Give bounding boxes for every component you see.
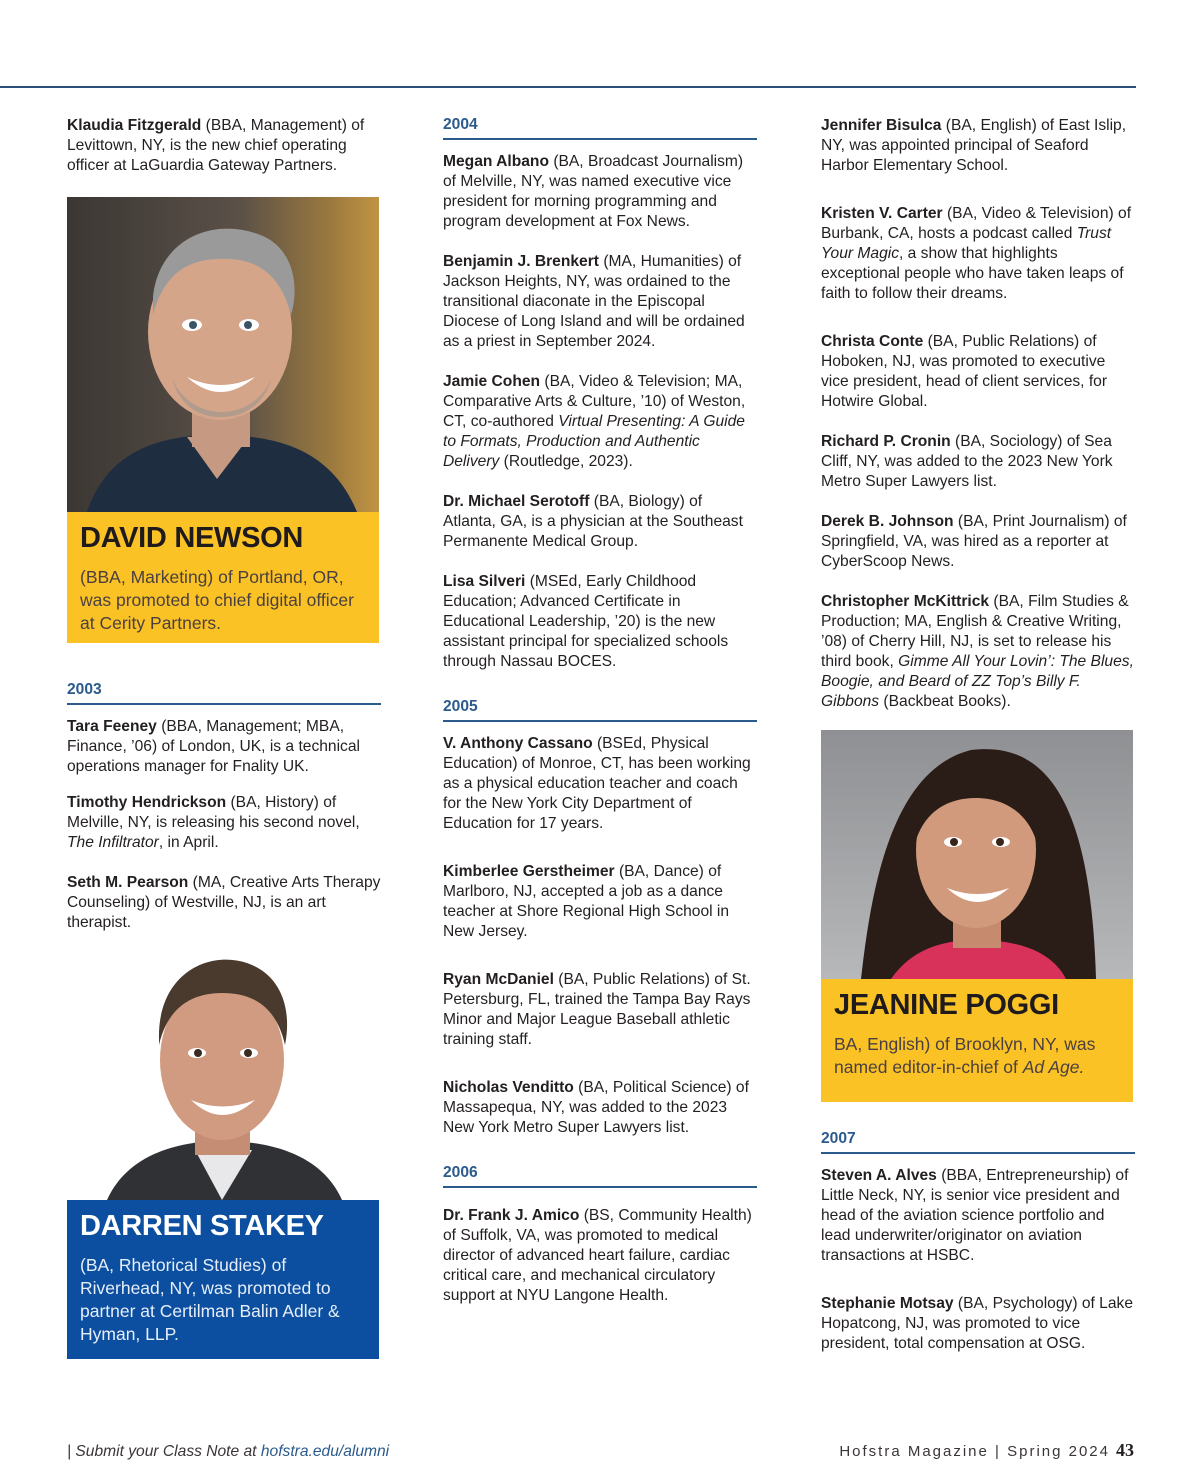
entry-text: (BA, Public Relations) of St. Petersburg, FL, trained the Tampa Bay Rays Minor and Major League Baseball athletic training staff.	[443, 971, 751, 1048]
entry-text: (BBA, Management; MBA, Finance, ’06) of London, UK, is a technical operations manager for Fnality UK.	[67, 718, 360, 775]
entry-text: (BA, Dance) of Marlboro, NJ, accepted a job as a dance teacher at Shore Regional High School in New Jersey.	[443, 863, 730, 940]
poggi-caption	[821, 979, 1133, 1102]
entry-text: (BA, Film Studies & Production; MA, English & Creative Writing, ’08) of Cherry Hill, NJ, is set to release his third book,	[821, 593, 1129, 670]
class-note-entry	[443, 734, 757, 834]
feature-text	[834, 1033, 1120, 1079]
entry-text: (BA, Public Relations) of Hoboken, NJ, was promoted to executive vice president, head of client services, for Hotwire Global.	[821, 333, 1108, 410]
entry-text: (BA, Print Journalism) of Springfield, VA, was hired as a reporter at CyberScoop News.	[821, 513, 1127, 570]
stakey-caption	[67, 1200, 379, 1359]
book-title: The Infiltrator	[67, 834, 159, 851]
publication-title: Ad Age.	[1022, 1057, 1085, 1077]
year-heading-2003: 2003	[67, 681, 381, 705]
newson-caption	[67, 512, 379, 643]
feature-text: (BBA, Marketing) of Portland, OR, was promoted to chief digital officer at Cerity Partners.	[80, 567, 354, 633]
class-note-entry	[443, 862, 757, 942]
footer-submit-text: | Submit your Class Note at	[67, 1443, 261, 1460]
page-number: 43	[1116, 1440, 1134, 1460]
entry-text: (BSEd, Physical Education) of Monroe, CT, has been working as a physical education teacher and coach for the New York City Department of Education for 17 years.	[443, 735, 751, 832]
class-note-entry	[821, 1294, 1135, 1354]
book-title: Virtual Presenting: A Guide to Formats, Production and Authentic Delivery	[443, 413, 745, 470]
class-note-entry	[443, 1078, 757, 1138]
entry-text: (BA, Video & Television) of Burbank, CA, hosts a podcast called	[821, 205, 1132, 242]
class-note-entry	[821, 432, 1135, 492]
entry-name: Christa Conte	[821, 333, 924, 350]
podcast-title: Trust Your Magic	[821, 225, 1112, 262]
entry-name: Dr. Frank J. Amico	[443, 1207, 580, 1224]
entry-name: Christopher McKittrick	[821, 593, 990, 610]
alumni-link[interactable]: hofstra.edu/alumni	[260, 1443, 390, 1460]
entry-name: Jennifer Bisulca	[821, 117, 942, 134]
feature-name: JEANINE POGGI	[834, 989, 1059, 1021]
entry-name: Tara Feeney	[67, 718, 157, 735]
entry-text: , in April.	[158, 834, 219, 851]
class-note-entry	[821, 332, 1135, 412]
class-note-entry	[67, 717, 381, 777]
entry-text: (BA, English) of East Islip, NY, was appointed principal of Seaford Harbor Elementary School.	[821, 117, 1127, 174]
feature-name: DARREN STAKEY	[80, 1210, 324, 1242]
entry-text: (MSEd, Early Childhood Education; Advanced Certificate in Educational Leadership, ’20) is the new assistant principal for specialized schools through Nassau BOCES.	[443, 573, 729, 670]
entry-name: Benjamin J. Brenkert	[443, 253, 599, 270]
class-note-entry	[821, 512, 1135, 572]
poggi-photo	[821, 730, 1133, 979]
entry-text: (BA, History) of Melville, NY, is releasing his second novel,	[67, 794, 360, 831]
class-note-entry	[821, 592, 1135, 712]
column-1	[67, 116, 381, 1359]
feature-text: (BA, Rhetorical Studies) of Riverhead, NY, was promoted to partner at Certilman Balin Adler & Hyman, LLP.	[80, 1255, 340, 1344]
entry-name: Kristen V. Carter	[821, 205, 943, 222]
class-note-entry	[443, 970, 757, 1050]
entry-text: (BS, Community Health) of Suffolk, VA, was promoted to medical director of advanced heart failure, cardiac critical care, and mechanical circulatory support at NYU Langone Health.	[443, 1207, 752, 1304]
top-rule	[0, 86, 1136, 88]
class-note-entry	[443, 1206, 757, 1306]
class-note-entry	[443, 152, 757, 232]
entry-name: Timothy Hendrickson	[67, 794, 227, 811]
entry-name: Dr. Michael Serotoff	[443, 493, 590, 510]
footer-submit-note	[67, 1443, 389, 1461]
class-note-entry	[443, 252, 757, 352]
entry-text: (BA, Political Science) of Massapequa, NY, was added to the 2023 New York Metro Super Lawyers list.	[443, 1079, 749, 1136]
stakey-photo	[67, 945, 379, 1200]
entry-text: (BBA, Entrepreneurship) of Little Neck, NY, is senior vice president and head of the aviation science portfolio and lead underwriter/originator on aviation transactions at HSBC.	[821, 1167, 1129, 1264]
class-note-entry	[67, 793, 381, 853]
feature-stakey	[67, 945, 381, 1359]
feature-newson	[67, 197, 381, 643]
class-note-entry	[821, 204, 1135, 304]
year-heading-2005: 2005	[443, 698, 757, 722]
feature-text-body: BA, English) of Brooklyn, NY, was named editor-in-chief of	[834, 1034, 1096, 1077]
entry-text: (MA, Humanities) of Jackson Heights, NY, was ordained to the transitional diaconate in the Episcopal Diocese of Long Island and will be ordained as a priest in September 2024.	[443, 253, 745, 350]
entry-name: Lisa Silveri	[443, 573, 526, 590]
entry-text: (BBA, Management) of Levittown, NY, is the new chief operating officer at LaGuardia Gateway Partners.	[67, 117, 365, 174]
entry-text: , a show that highlights exceptional people who have taken leaps of faith to follow their dreams.	[821, 245, 1124, 302]
class-note-entry	[67, 116, 381, 176]
entry-text: (Backbeat Books).	[879, 693, 1011, 710]
entry-text: (BA, Biology) of Atlanta, GA, is a physician at the Southeast Permanente Medical Group.	[443, 493, 743, 550]
entry-name: Jamie Cohen	[443, 373, 541, 390]
class-note-entry	[67, 873, 381, 933]
entry-name: Steven A. Alves	[821, 1167, 937, 1184]
entry-name: Richard P. Cronin	[821, 433, 951, 450]
footer-publication	[839, 1440, 1134, 1461]
entry-text: (MA, Creative Arts Therapy Counseling) of Westville, NJ, is an art therapist.	[67, 874, 381, 931]
entry-name: Stephanie Motsay	[821, 1295, 954, 1312]
year-heading-2006: 2006	[443, 1164, 757, 1188]
entry-name: Ryan McDaniel	[443, 971, 554, 988]
class-note-entry	[443, 572, 757, 672]
entry-name: Kimberlee Gerstheimer	[443, 863, 615, 880]
column-3	[821, 116, 1135, 1354]
feature-poggi	[821, 730, 1135, 1102]
entry-text: (BA, Sociology) of Sea Cliff, NY, was added to the 2023 New York Metro Super Lawyers list.	[821, 433, 1113, 490]
year-heading-2007: 2007	[821, 1130, 1135, 1154]
class-note-entry	[821, 116, 1135, 176]
year-heading-2004: 2004	[443, 116, 757, 140]
newson-photo	[67, 197, 379, 512]
entry-name: Megan Albano	[443, 153, 549, 170]
entry-name: Derek B. Johnson	[821, 513, 954, 530]
magazine-issue: Hofstra Magazine | Spring 2024	[839, 1443, 1110, 1460]
column-2	[443, 116, 757, 1306]
feature-name: DAVID NEWSON	[80, 522, 304, 554]
entry-name: V. Anthony Cassano	[443, 735, 593, 752]
class-note-entry	[821, 1166, 1135, 1266]
entry-text: (BA, Psychology) of Lake Hopatcong, NJ, was promoted to vice president, total compensation at OSG.	[821, 1295, 1133, 1352]
entry-name: Nicholas Venditto	[443, 1079, 574, 1096]
entry-text: (BA, Video & Television; MA, Comparative Arts & Culture, ’10) of Weston, CT, co-authored	[443, 373, 746, 430]
class-note-entry	[443, 372, 757, 472]
entry-text: (Routledge, 2023).	[499, 453, 633, 470]
entry-name: Seth M. Pearson	[67, 874, 189, 891]
class-note-entry	[443, 492, 757, 552]
entry-text: (BA, Broadcast Journalism) of Melville, NY, was named executive vice president for morning programming and program development at Fox News.	[443, 153, 744, 230]
book-title: Gimme All Your Lovin’: The Blues, Boogie, and Beard of ZZ Top’s Billy F. Gibbons	[821, 653, 1134, 710]
entry-name: Klaudia Fitzgerald	[67, 117, 202, 134]
